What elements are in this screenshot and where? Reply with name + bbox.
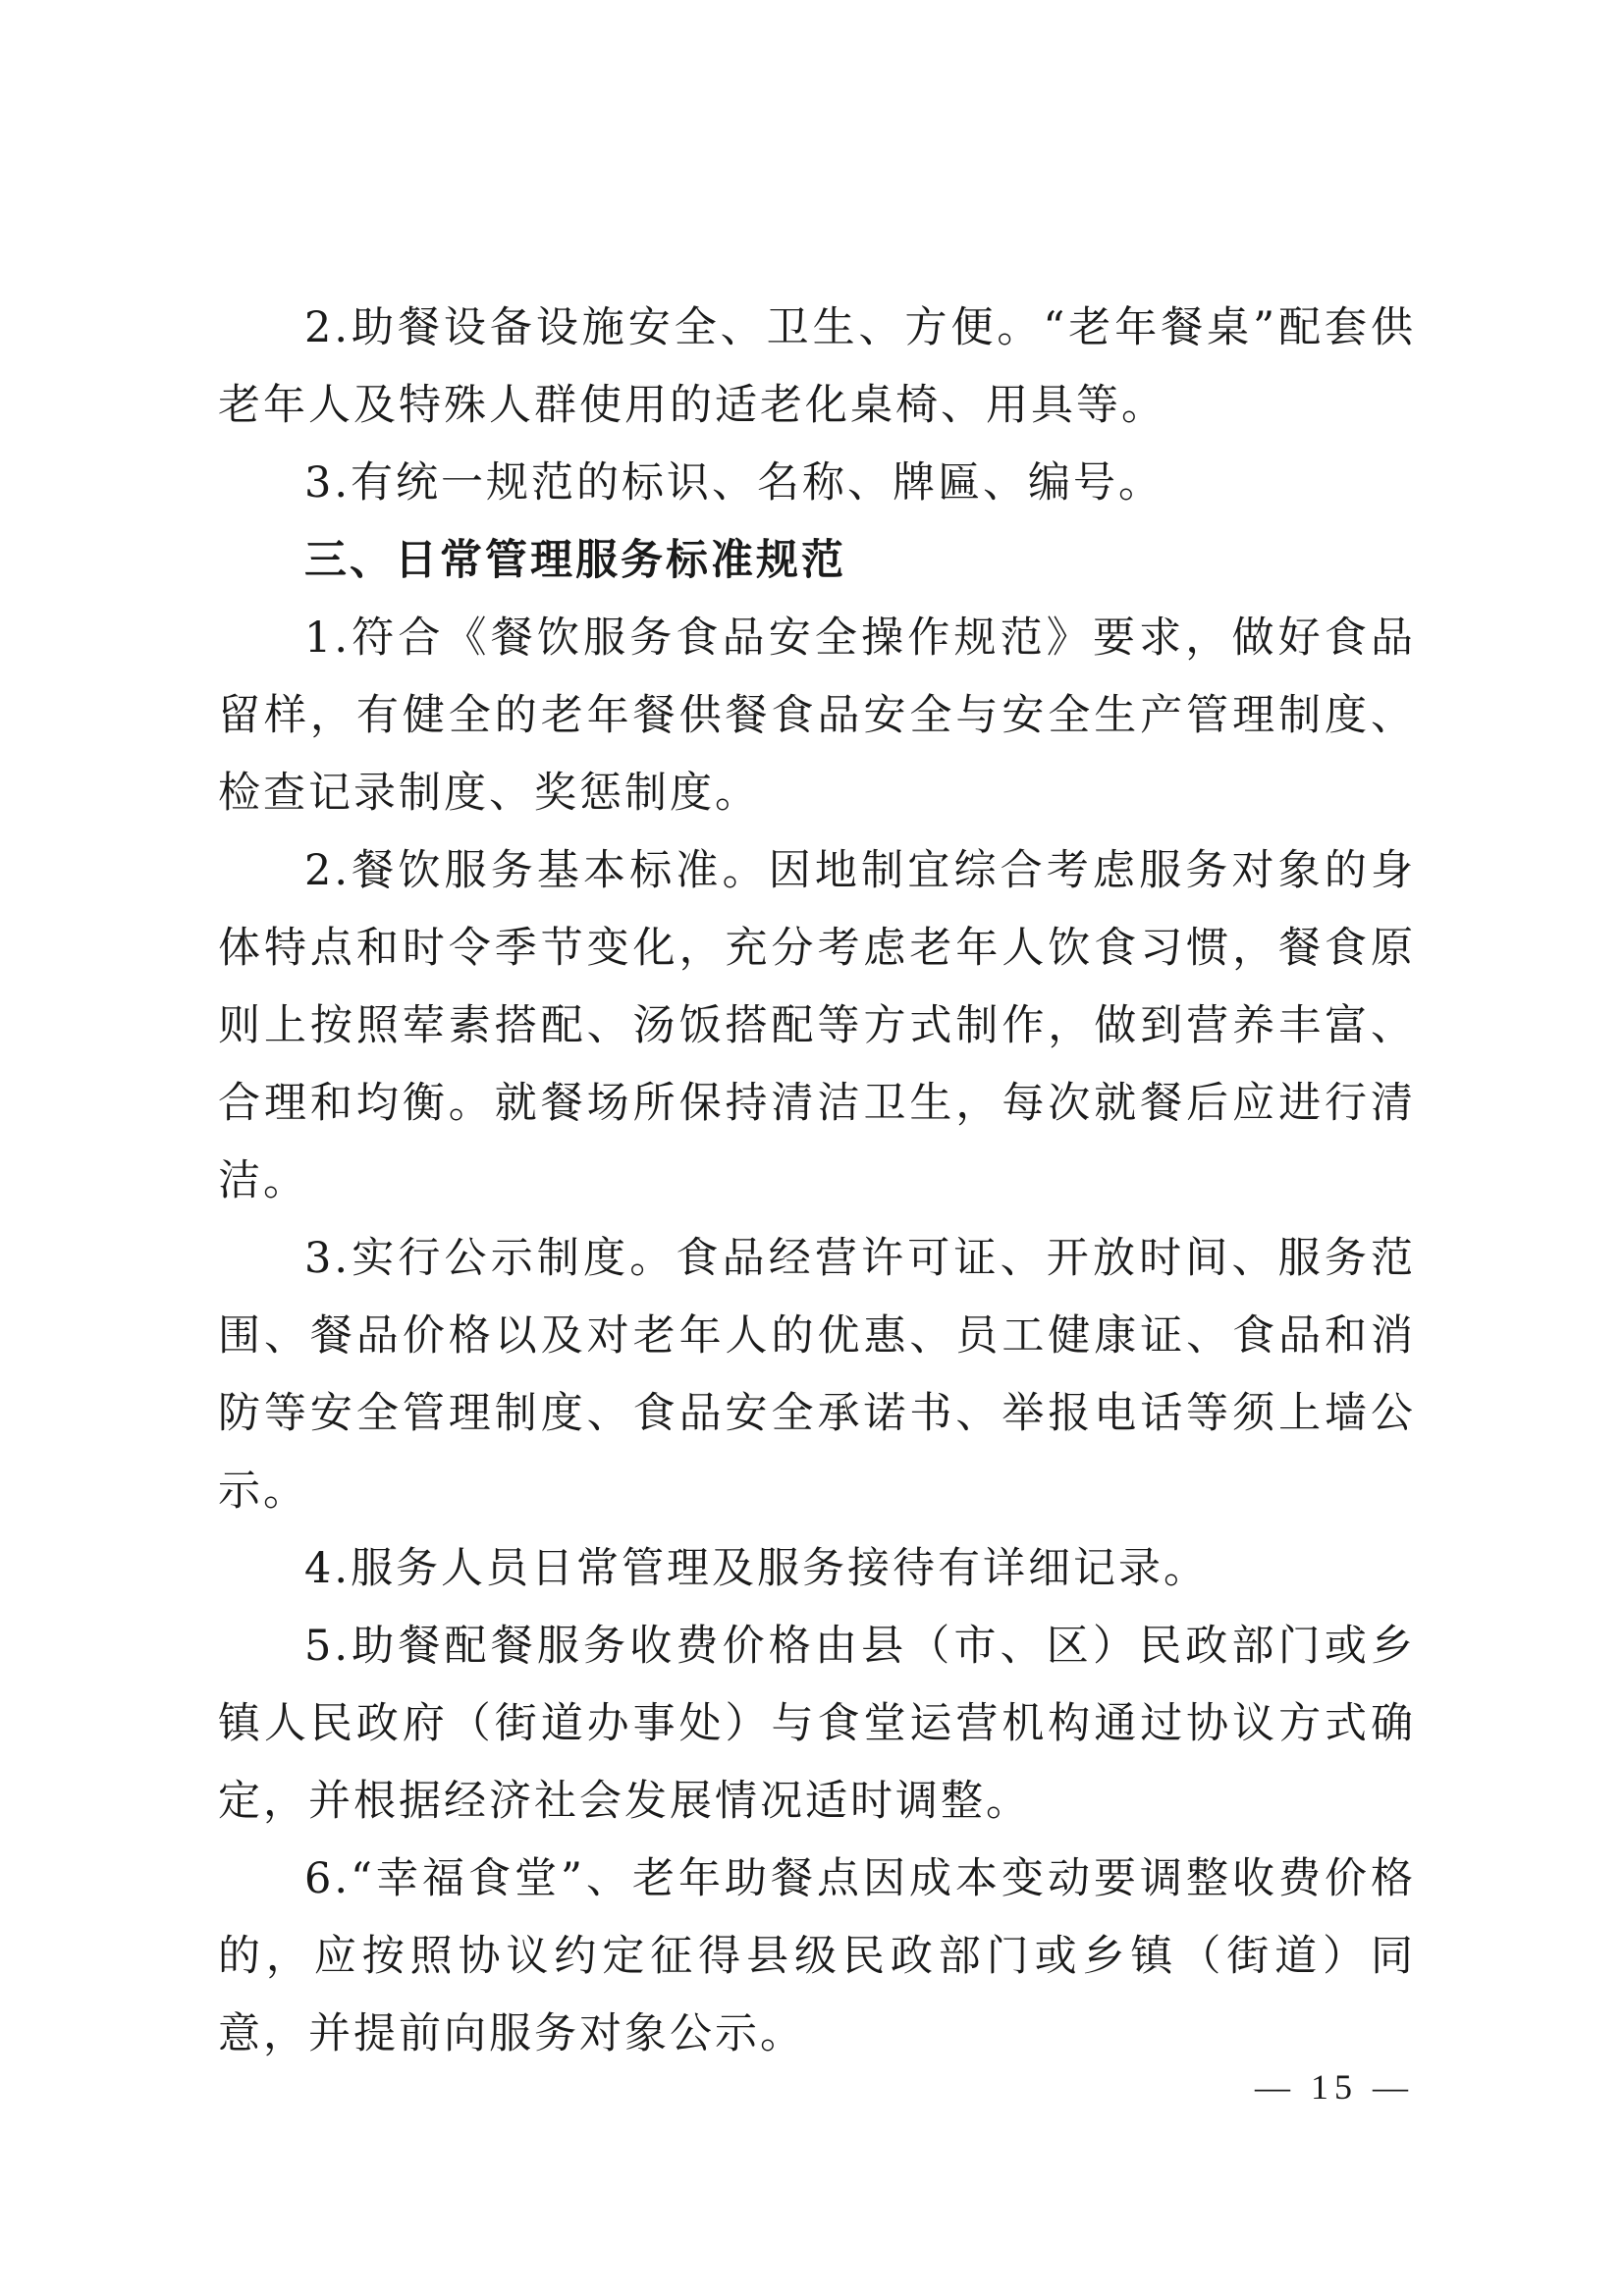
paragraph-item-2-equipment: 2.助餐设备设施安全、卫生、方便。“老年餐桌”配套供老年人及特殊人群使用的适老化桌椅、用具等。	[218, 303, 1416, 430]
paragraph-item-3-publicity: 3.实行公示制度。食品经营许可证、开放时间、服务范围、餐品价格以及对老年人的优惠、员工健康证、食品和消防等安全管理制度、食品安全承诺书、举报电话等须上墙公示。	[218, 1234, 1416, 1516]
paragraph-item-6-price-adjustment: 6.“幸福食堂”、老年助餐点因成本变动要调整收费价格的，应按照协议约定征得县级民政部门或乡镇（街道）同意，并提前向服务对象公示。	[218, 1854, 1416, 2058]
paragraph-item-5-pricing: 5.助餐配餐服务收费价格由县（市、区）民政部门或乡镇人民政府（街道办事处）与食堂运营机构通过协议方式确定，并根据经济社会发展情况适时调整。	[218, 1622, 1416, 1826]
paragraph-item-1-food-safety: 1.符合《餐饮服务食品安全操作规范》要求，做好食品留样，有健全的老年餐供餐食品安全与安全生产管理制度、检查记录制度、奖惩制度。	[218, 614, 1416, 818]
document-body	[218, 290, 1416, 2073]
page-number: — 15 —	[1255, 2067, 1414, 2107]
paragraph-item-2-catering-standard: 2.餐饮服务基本标准。因地制宜综合考虑服务对象的身体特点和时令季节变化，充分考虑老年人饮食习惯，餐食原则上按照荤素搭配、汤饭搭配等方式制作，做到营养丰富、合理和均衡。就餐场所保持清洁卫生，每次就餐后应进行清洁。	[218, 846, 1416, 1205]
paragraph-item-4-records: 4.服务人员日常管理及服务接待有详细记录。	[304, 1544, 1210, 1593]
paragraph-item-3-signage: 3.有统一规范的标识、名称、牌匾、编号。	[304, 458, 1164, 507]
section-heading-daily-management: 三、日常管理服务标准规范	[304, 536, 846, 585]
